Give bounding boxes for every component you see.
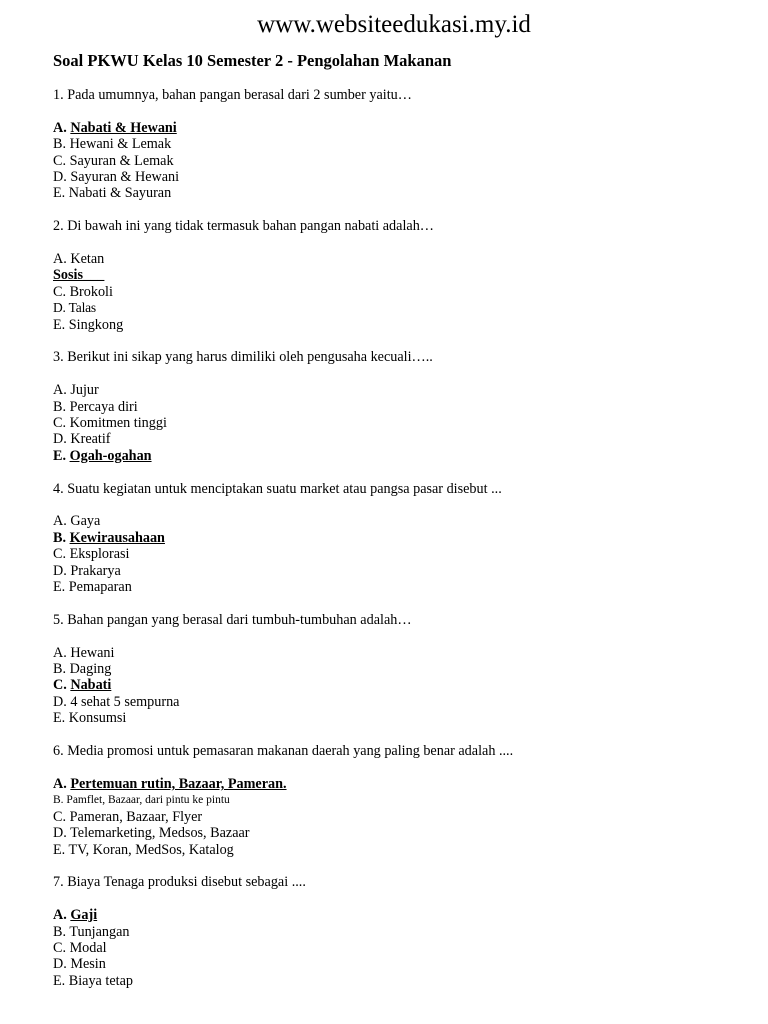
option-text: Sayuran & Hewani [70, 169, 180, 186]
question-text: 4. Suatu kegiatan untuk menciptakan suatu market atau pangsa pasar disebut ... [53, 480, 502, 497]
option-letter: A. [53, 775, 67, 792]
option-letter: E. [53, 447, 67, 464]
answer-option [53, 169, 743, 185]
option-letter: C. [53, 677, 67, 694]
option-text: Ogah-ogahan [69, 447, 152, 464]
option-letter: D. [53, 169, 67, 186]
option-text: Sosis___ [53, 267, 105, 284]
answer-option [53, 382, 743, 398]
answer-option-correct [53, 530, 743, 546]
option-text: Gaji [70, 907, 98, 924]
answer-option [53, 153, 743, 169]
option-letter: A. [53, 907, 67, 924]
question-2 [53, 218, 743, 333]
question-7 [53, 874, 743, 989]
answer-option-correct [53, 907, 743, 923]
answer-option [53, 661, 743, 677]
option-letter: B. [53, 661, 67, 678]
answer-option-correct [53, 267, 743, 283]
option-text: Sayuran & Lemak [69, 152, 174, 169]
option-text: Percaya diri [69, 398, 138, 415]
option-text: Hewani & Lemak [69, 136, 172, 153]
question-text: 7. Biaya Tenaga produksi disebut sebagai .... [53, 874, 306, 891]
answer-option-correct [53, 448, 743, 464]
option-text: Gaya [70, 513, 101, 530]
option-text: Hewani [70, 644, 115, 661]
option-letter: C. [53, 939, 67, 956]
answer-option [53, 136, 743, 152]
option-letter: D. [53, 956, 67, 973]
option-text: Kewirausahaan [69, 529, 165, 546]
option-text: Nabati [70, 677, 112, 694]
website-header: www.websiteedukasi.my.id [257, 11, 531, 38]
answer-option [53, 809, 743, 825]
option-text: Pemaparan [68, 579, 132, 596]
question-6 [53, 743, 743, 858]
answer-option [53, 185, 743, 201]
answer-option [53, 924, 743, 940]
answer-option [53, 694, 743, 710]
option-text: Pertemuan rutin, Bazaar, Pameran. [70, 775, 287, 792]
answer-option [53, 546, 743, 562]
option-letter: C. [53, 415, 67, 432]
question-text: 5. Bahan pangan yang berasal dari tumbuh-tumbuhan adalah… [53, 611, 412, 628]
option-text: Singkong [68, 316, 124, 333]
question-1 [53, 87, 743, 202]
option-text: Jujur [70, 382, 99, 399]
option-letter: B. [53, 398, 67, 415]
option-text: Ketan [70, 251, 105, 268]
option-letter: A. [53, 251, 67, 268]
answer-option [53, 579, 743, 595]
option-letter: A. [53, 513, 67, 530]
option-text: 4 sehat 5 sempurna [70, 693, 180, 710]
answer-option [53, 431, 743, 447]
answer-option [53, 842, 743, 858]
option-letter: D. [53, 693, 67, 710]
answer-option [53, 645, 743, 661]
question-list [53, 87, 743, 1006]
option-text: Konsumsi [68, 710, 127, 727]
option-text: Brokoli [69, 283, 113, 300]
answer-option [53, 710, 743, 726]
answer-option [53, 300, 743, 316]
option-letter: C. [53, 152, 67, 169]
option-letter: E. [53, 185, 66, 202]
answer-option [53, 251, 743, 267]
option-letter: A. [53, 644, 67, 661]
option-text: Nabati & Hewani [70, 119, 177, 136]
answer-option-correct [53, 677, 743, 693]
option-letter: E. [53, 710, 66, 727]
option-text: Pameran, Bazaar, Flyer [69, 808, 203, 825]
question-text: 1. Pada umumnya, bahan pangan berasal dari 2 sumber yaitu… [53, 87, 412, 103]
option-text: Tunjangan [69, 923, 130, 940]
answer-option [53, 973, 743, 989]
option-text: Eksplorasi [69, 546, 130, 563]
document-title: Soal PKWU Kelas 10 Semester 2 - Pengolahan Makanan [53, 51, 452, 70]
answer-option [53, 940, 743, 956]
option-text: Modal [69, 939, 107, 956]
option-text: Telemarketing, Medsos, Bazaar [70, 825, 250, 842]
option-text: Talas [68, 300, 96, 316]
option-letter: E. [53, 841, 66, 858]
answer-option-correct [53, 120, 743, 136]
option-letter: D. [53, 825, 67, 842]
question-5 [53, 612, 743, 727]
option-letter: D. [53, 562, 67, 579]
option-letter: A. [53, 382, 67, 399]
option-letter: E. [53, 316, 66, 333]
option-letter: E. [53, 579, 66, 596]
answer-option [53, 513, 743, 529]
answer-option [53, 317, 743, 333]
option-text: Prakarya [70, 562, 121, 579]
option-letter: B. [53, 136, 67, 153]
option-letter: D. [53, 431, 67, 448]
question-4 [53, 481, 743, 596]
question-3 [53, 349, 743, 464]
option-letter: A. [53, 119, 67, 136]
option-text: TV, Koran, MedSos, Katalog [68, 841, 234, 858]
answer-option [53, 825, 743, 841]
option-letter: C. [53, 283, 67, 300]
option-text: Daging [69, 661, 112, 678]
option-letter: D. [53, 300, 66, 316]
answer-option [53, 284, 743, 300]
option-letter: C. [53, 546, 67, 563]
option-text: Pamflet, Bazaar, dari pintu ke pintu [66, 794, 230, 807]
option-text: Biaya tetap [68, 972, 133, 989]
question-text: 6. Media promosi untuk pemasaran makanan daerah yang paling benar adalah .... [53, 743, 514, 760]
answer-option [53, 956, 743, 972]
option-text: Kreatif [70, 431, 111, 448]
answer-option [53, 399, 743, 415]
answer-option [53, 792, 743, 808]
option-letter: C. [53, 808, 67, 825]
option-letter: B. [53, 923, 67, 940]
option-text: Mesin [70, 956, 106, 973]
option-letter: E. [53, 972, 66, 989]
answer-option-correct [53, 776, 743, 792]
option-text: Nabati & Sayuran [68, 185, 172, 202]
answer-option [53, 415, 743, 431]
option-letter: B. [53, 529, 67, 546]
question-text: 3. Berikut ini sikap yang harus dimiliki oleh pengusaha kecuali….. [53, 349, 433, 366]
answer-option [53, 563, 743, 579]
question-text: 2. Di bawah ini yang tidak termasuk bahan pangan nabati adalah… [53, 218, 434, 235]
option-letter: B. [53, 794, 64, 807]
option-text: Komitmen tinggi [69, 415, 167, 432]
